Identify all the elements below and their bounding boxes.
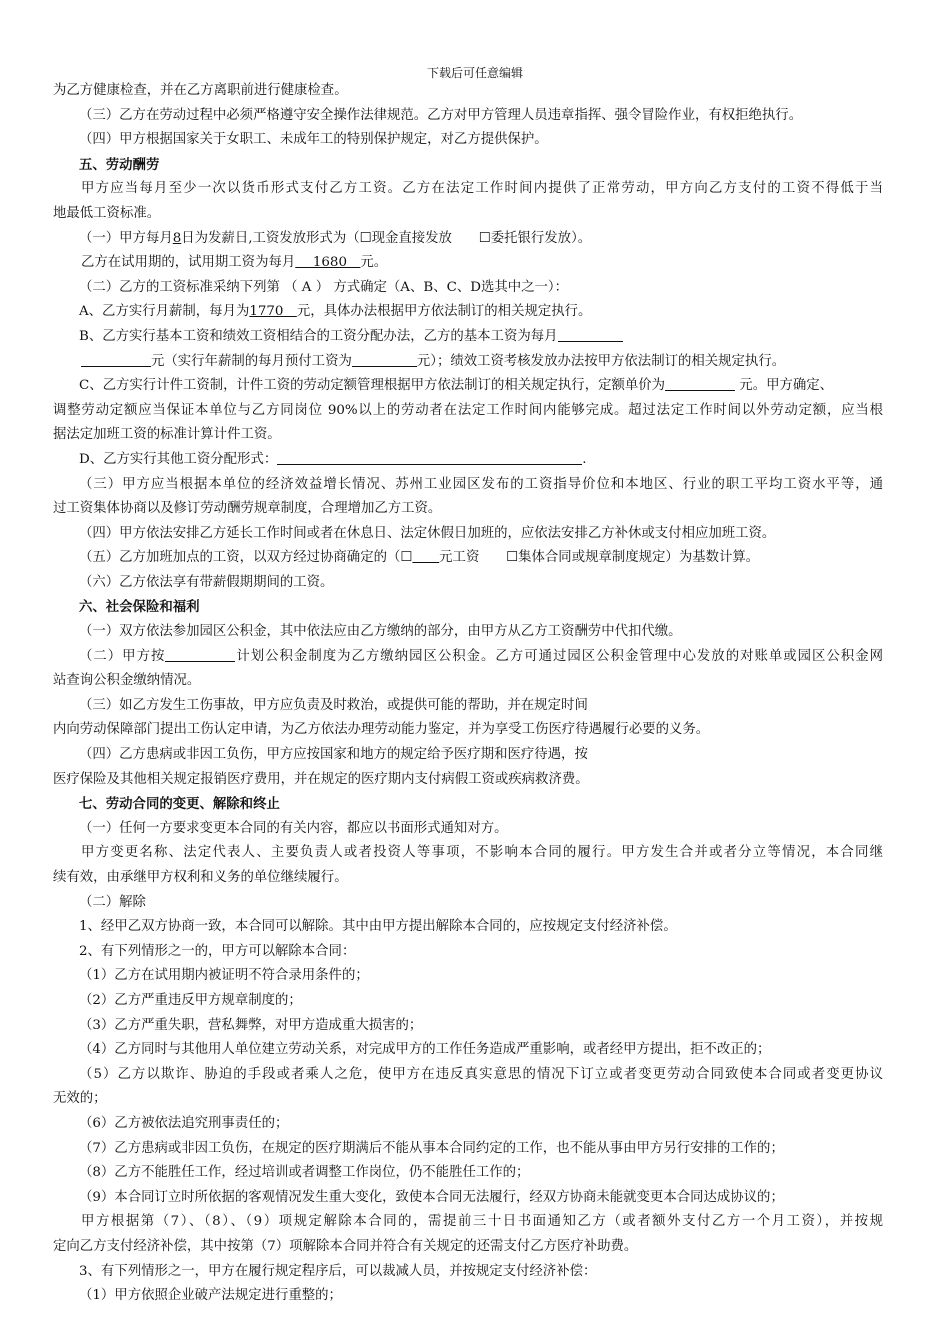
paragraph-line: 过工资集体协商以及修订劳动酬劳规章制度，合理增加乙方工资。: [53, 501, 442, 517]
section-heading-6: 六、社会保险和福利: [79, 599, 200, 616]
paragraph-line: 续有效，由承继甲方权利和义务的单位继续履行。: [53, 870, 348, 885]
list-item: （7）乙方患病或非因工负伤，在规定的医疗期满后不能从事本合同约定的工作，也不能从事由甲方另行安排的工作的；: [79, 1140, 784, 1156]
list-item: （8）乙方不能胜任工作，经过培训或者调整工作岗位，仍不能胜任工作的；: [79, 1165, 530, 1181]
text: 元，具体办法根据甲方依法制订的相关规定执行。: [296, 304, 592, 320]
paragraph-line: （一）任何一方要求变更本合同的有关内容，都应以书面形式通知对方。: [79, 820, 508, 836]
text: 元）；绩效工资考核发放办法按甲方依法制订的相关规定执行。: [416, 353, 786, 369]
paragraph-line: 内向劳动保障部门提出工伤认定申请，为乙方依法办理劳动能力鉴定，并为享受工伤医疗待遇履行必要的义务。: [53, 722, 710, 738]
page-header: 下载后可任意编辑: [426, 66, 523, 80]
paragraph-line: 甲方应当每月至少一次以货币形式支付乙方工资。乙方在法定工作时间内提供了正常劳动，甲方向乙方支付的工资不得低于当: [81, 181, 883, 197]
paragraph-line: 甲方变更名称、法定代表人、主要负责人或者投资人等事项，不影响本合同的履行。甲方发生合并或者分立等情况，本合同继: [81, 845, 883, 861]
paragraph-line: 无效的；: [53, 1091, 107, 1107]
list-item: （6）乙方被依法追究刑事责任的；: [79, 1115, 289, 1131]
other-form-blank: [277, 450, 582, 465]
text: 元工资 ☐集体合同或规章制度规定）为基数计算。: [439, 550, 760, 566]
list-item: （2）乙方严重违反甲方规章制度的；: [79, 992, 302, 1008]
paragraph-line: （二）乙方的工资标准采纳下列第 （ A ） 方式确定（A、B、C、D选其中之一）：: [79, 279, 568, 295]
probation-wage-line: [53, 251, 883, 276]
text: A、乙方实行月薪制，每月为: [79, 304, 250, 320]
paragraph-line: 3、有下列情形之一，甲方在履行规定程序后，可以裁减人员，并按规定支付经济补偿：: [79, 1263, 597, 1279]
text: 日为发薪日,工资发放形式为（☐现金直接发放 ☐委托银行发放）。: [181, 230, 592, 246]
base-wage-blank: [81, 352, 151, 367]
text: D、乙方实行其他工资分配形式：: [79, 451, 278, 467]
paragraph-line: 据法定加班工资的标准计算计件工资。: [53, 427, 281, 443]
probation-wage-value: 1680: [295, 255, 361, 271]
text: C、乙方实行计件工资制，计件工资的劳动定额管理根据甲方依法制订的相关规定执行，定额单价为: [79, 378, 666, 394]
text: 乙方在试用期的，试用期工资为每月: [81, 255, 296, 271]
list-item: （1）乙方在试用期内被证明不符合录用条件的；: [79, 968, 369, 984]
paragraph-line: 医疗保险及其他相关规定报销医疗费用，并在规定的医疗期内支付病假工资或疾病救济费。: [53, 771, 589, 787]
paragraph-line: （三）甲方应当根据本单位的经济效益增长情况、苏州工业园区发布的工资指导价位和本地区、行业的职工平均工资水平等，通: [79, 476, 883, 492]
list-item: （1）甲方依照企业破产法规定进行重整的；: [79, 1288, 342, 1304]
paragraph-line: 定向乙方支付经济补偿，其中按第（7）项解除本合同并符合有关规定的还需支付乙方医疗补助费。: [53, 1238, 638, 1254]
paragraph-line: [53, 374, 883, 399]
text: （五）乙方加班加点的工资，以双方经过协商确定的（☐: [79, 550, 413, 566]
paragraph-line: 1、经甲乙双方协商一致，本合同可以解除。其中由甲方提出解除本合同的，应按规定支付经济补偿。: [79, 919, 677, 935]
paragraph-line: 地最低工资标准。: [53, 205, 161, 221]
base-wage-blank: [558, 327, 623, 342]
paragraph-line: 为乙方健康检查，并在乙方离职前进行健康检查。: [53, 83, 348, 98]
paragraph-line: [53, 645, 883, 670]
paragraph-line: （四）甲方根据国家关于女职工、未成年工的特别保护规定，对乙方提供保护。: [79, 132, 548, 148]
annual-wage-blank: [352, 352, 417, 367]
fund-plan-blank: [165, 647, 235, 662]
text: 元。甲方确定、: [735, 378, 834, 394]
overtime-base-line: [53, 546, 883, 571]
payday-value: 8: [172, 230, 182, 246]
text: （二）甲方按: [79, 648, 166, 664]
paragraph-line: 站查询公积金缴纳情况。: [53, 673, 201, 689]
section-heading-5: 五、劳动酬劳: [79, 156, 160, 173]
list-item: （5）乙方以欺诈、胁迫的手段或者乘人之危，使甲方在违反真实意思的情况下订立或者变更劳动合同致使本合同或者变更协议: [79, 1066, 883, 1082]
paragraph-line: （六）乙方依法享有带薪假期期间的工资。: [79, 574, 334, 590]
text: （一）甲方每月: [79, 230, 173, 246]
text: 计划公积金制度为乙方缴纳园区公积金。乙方可通过园区公积金管理中心发放的对账单或园区公积金网: [235, 648, 883, 664]
text: 元。: [360, 255, 388, 271]
paragraph-line: （一）双方依法参加园区公积金，其中依法应由乙方缴纳的部分，由甲方从乙方工资酬劳中代扣代缴。: [79, 624, 682, 640]
text: B、乙方实行基本工资和绩效工资相结合的工资分配办法，乙方的基本工资为每月: [79, 328, 558, 344]
list-item: （9）本合同订立时所依据的客观情况发生重大变化，致使本合同无法履行，经双方协商未能就变更本合同达成协议的；: [79, 1189, 784, 1205]
paragraph-line: 2、有下列情形之一的，甲方可以解除本合同：: [79, 943, 356, 959]
paragraph-line: （三）乙方在劳动过程中必须严格遵守安全操作法律规范。乙方对甲方管理人员违章指挥、强令冒险作业，有权拒绝执行。: [79, 107, 803, 123]
paragraph-line: 调整劳动定额应当保证本单位与乙方同岗位 90%以上的劳动者在法定工作时间内能够完成。超过法定工作时间以外劳动定额，应当根: [53, 402, 883, 418]
paragraph-line: [53, 325, 883, 350]
contract-body: [53, 79, 883, 1309]
paragraph-line: （二）解除: [79, 894, 146, 910]
overtime-base-blank: [412, 550, 439, 565]
monthly-wage-value: 1770: [249, 304, 297, 320]
payday-line: [53, 227, 883, 252]
list-item: （3）乙方严重失职，营私舞弊，对甲方造成重大损害的；: [79, 1017, 423, 1033]
section-heading-7: 七、劳动合同的变更、解除和终止: [79, 796, 280, 813]
list-item: （4）乙方同时与其他用人单位建立劳动关系，对完成甲方的工作任务造成严重影响，或者经甲方提出，拒不改正的；: [79, 1042, 771, 1058]
paragraph-line: 甲方根据第（7）、（8）、（9）项规定解除本合同的，需提前三十日书面通知乙方（或者额外支付乙方一个月工资），并按规: [81, 1214, 883, 1230]
text: 元（实行年薪制的每月预付工资为: [151, 353, 352, 369]
paragraph-line: [53, 448, 883, 473]
monthly-wage-line: [53, 300, 883, 325]
paragraph-line: （四）乙方患病或非因工负伤，甲方应按国家和地方的规定给予医疗期和医疗待遇，按: [79, 747, 588, 763]
unit-price-blank: [665, 376, 735, 391]
text: .: [582, 451, 587, 467]
paragraph-line: [53, 350, 883, 375]
paragraph-line: （四）甲方依法安排乙方延长工作时间或者在休息日、法定休假日加班的，应依法安排乙方补休或支付相应加班工资。: [79, 525, 776, 541]
paragraph-line: （三）如乙方发生工伤事故，甲方应负责及时救治，或提供可能的帮助，并在规定时间: [79, 697, 588, 713]
